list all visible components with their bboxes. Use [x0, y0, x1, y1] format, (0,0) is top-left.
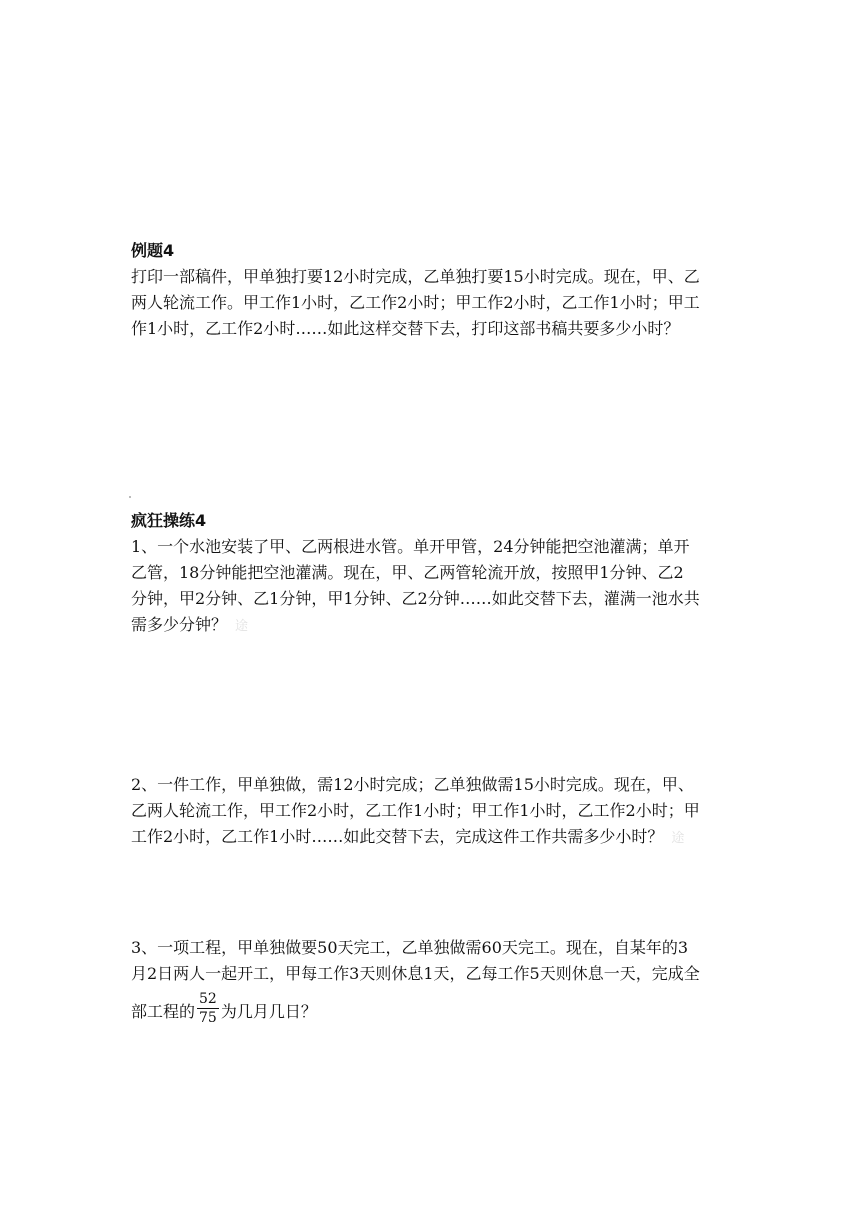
question-1-line-1: 1、一个水池安装了甲、乙两根进水管。单开甲管，24分钟能把空池灌满；单开	[131, 537, 690, 556]
fraction-numerator: 52	[199, 991, 217, 1007]
question-2-line-3: 工作2小时，乙工作1小时……如此交替下去，完成这件工作共需多少小时？	[131, 827, 664, 846]
question-2-faint-mark: 途	[671, 831, 685, 846]
question-2-line-2: 乙两人轮流工作，甲工作2小时，乙工作1小时；甲工作1小时，乙工作2小时；甲	[131, 801, 700, 820]
question-3-line-1: 3、一项工程，甲单独做要50天完工，乙单独做需60天完工。现在，自某年的3	[131, 938, 689, 957]
stray-dot	[129, 496, 131, 498]
example-line-2: 两人轮流工作。甲工作1小时，乙工作2小时；甲工作2小时，乙工作1小时；甲工	[131, 293, 700, 312]
question-3-line-3	[131, 991, 731, 1030]
practice-section	[131, 508, 731, 640]
fraction	[197, 991, 219, 1026]
question-2-line-1: 2、一件工作，甲单独做，需12小时完成；乙单独做需15小时完成。现在，甲、	[131, 775, 694, 794]
fraction-denominator: 75	[199, 1010, 217, 1026]
example-section	[131, 238, 731, 342]
question-3-suffix: 为几月几日？	[220, 1002, 317, 1021]
question-1-line-3: 分钟，甲2分钟、乙1分钟，甲1分钟、乙2分钟……如此交替下去，灌满一池水共	[131, 589, 700, 608]
question-2	[131, 772, 731, 852]
question-1-line-4-wrap	[131, 612, 731, 640]
practice-title: 疯狂操练4	[131, 511, 207, 530]
question-3-prefix: 部工程的	[131, 1002, 196, 1021]
question-1	[131, 534, 731, 640]
question-1-line-4: 需多少分钟？	[131, 615, 228, 634]
example-title: 例题4	[131, 241, 175, 260]
example-line-1: 打印一部稿件，甲单独打要12小时完成，乙单独打要15小时完成。现在，甲、乙	[131, 267, 700, 286]
question-1-line-2: 乙管，18分钟能把空池灌满。现在，甲、乙两管轮流开放，按照甲1分钟、乙2	[131, 563, 684, 582]
question-3-line-2: 月2日两人一起开工，甲每工作3天则休息1天，乙每工作5天则休息一天，完成全	[131, 964, 700, 983]
question-1-faint-mark: 途	[235, 619, 249, 634]
question-2-line-3-wrap	[131, 824, 731, 852]
example-line-3: 作1小时，乙工作2小时……如此这样交替下去，打印这部书稿共要多少小时？	[131, 319, 680, 338]
question-3	[131, 935, 731, 1030]
